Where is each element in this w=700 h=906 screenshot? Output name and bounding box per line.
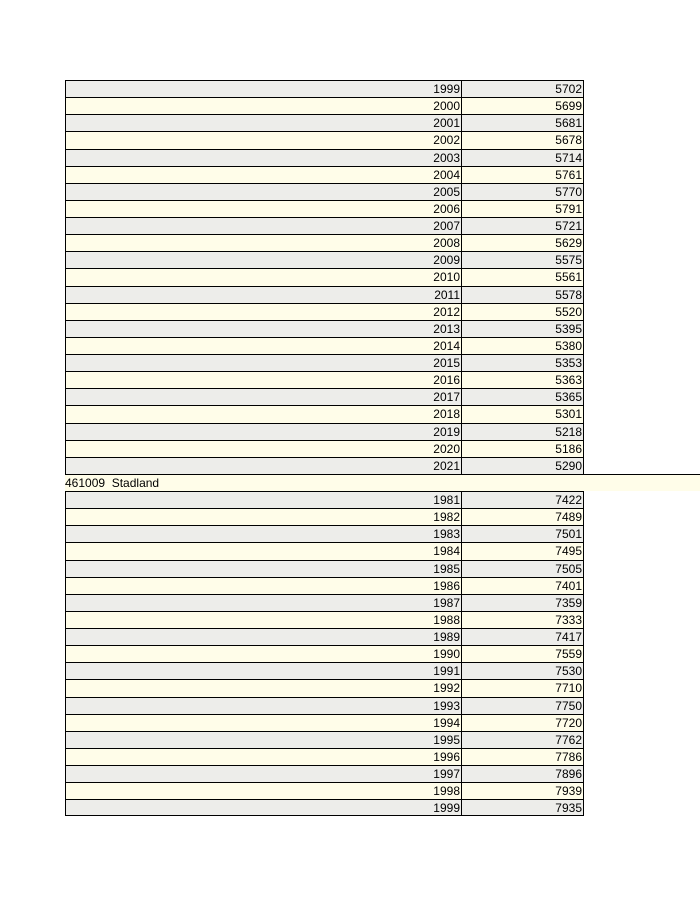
value-cell: 7505 bbox=[462, 560, 584, 577]
year-cell: 2016 bbox=[65, 371, 462, 388]
year-cell: 2007 bbox=[65, 217, 462, 234]
value-cell: 5218 bbox=[462, 423, 584, 440]
value-cell: 7530 bbox=[462, 662, 584, 679]
year-cell: 2001 bbox=[65, 114, 462, 131]
table-row bbox=[0, 542, 700, 559]
year-cell: 1990 bbox=[65, 645, 462, 662]
year-cell: 1997 bbox=[65, 765, 462, 782]
table-row bbox=[0, 594, 700, 611]
table-row bbox=[0, 371, 700, 388]
year-cell: 2005 bbox=[65, 183, 462, 200]
year-cell: 2017 bbox=[65, 388, 462, 405]
year-cell: 2021 bbox=[65, 457, 462, 474]
year-cell: 1999 bbox=[65, 80, 462, 97]
table-row bbox=[0, 131, 700, 148]
year-cell: 2008 bbox=[65, 234, 462, 251]
table-row bbox=[0, 114, 700, 131]
table-row bbox=[0, 525, 700, 542]
section-label: 461009 Stadland bbox=[65, 475, 160, 490]
table-group bbox=[0, 80, 700, 474]
table-row bbox=[0, 423, 700, 440]
year-cell: 1996 bbox=[65, 748, 462, 765]
table-row bbox=[0, 97, 700, 114]
value-cell: 5520 bbox=[462, 303, 584, 320]
value-cell: 5702 bbox=[462, 80, 584, 97]
value-cell: 7422 bbox=[462, 491, 584, 508]
section-header-row bbox=[65, 474, 700, 491]
value-cell: 5353 bbox=[462, 354, 584, 371]
value-cell: 7896 bbox=[462, 765, 584, 782]
year-cell: 2009 bbox=[65, 251, 462, 268]
year-cell: 1998 bbox=[65, 782, 462, 799]
value-cell: 7359 bbox=[462, 594, 584, 611]
year-cell: 2012 bbox=[65, 303, 462, 320]
year-cell: 2015 bbox=[65, 354, 462, 371]
year-cell: 1987 bbox=[65, 594, 462, 611]
table-row bbox=[0, 234, 700, 251]
value-cell: 7489 bbox=[462, 508, 584, 525]
table-row bbox=[0, 183, 700, 200]
table-row bbox=[0, 217, 700, 234]
year-cell: 1981 bbox=[65, 491, 462, 508]
value-cell: 7786 bbox=[462, 748, 584, 765]
value-cell: 5578 bbox=[462, 286, 584, 303]
value-cell: 7559 bbox=[462, 645, 584, 662]
value-cell: 5761 bbox=[462, 166, 584, 183]
value-cell: 5365 bbox=[462, 388, 584, 405]
value-cell: 7710 bbox=[462, 679, 584, 696]
value-cell: 7501 bbox=[462, 525, 584, 542]
table-row bbox=[0, 286, 700, 303]
year-cell: 1983 bbox=[65, 525, 462, 542]
value-cell: 5363 bbox=[462, 371, 584, 388]
year-cell: 1984 bbox=[65, 542, 462, 559]
value-cell: 7495 bbox=[462, 542, 584, 559]
value-cell: 5791 bbox=[462, 200, 584, 217]
table-row bbox=[0, 251, 700, 268]
table-row bbox=[0, 440, 700, 457]
value-cell: 5575 bbox=[462, 251, 584, 268]
value-cell: 5770 bbox=[462, 183, 584, 200]
table-row bbox=[0, 149, 700, 166]
year-cell: 2010 bbox=[65, 268, 462, 285]
table-row bbox=[0, 799, 700, 816]
table-row bbox=[0, 697, 700, 714]
table-row bbox=[0, 628, 700, 645]
value-cell: 5395 bbox=[462, 320, 584, 337]
table-group bbox=[0, 491, 700, 816]
value-cell: 5380 bbox=[462, 337, 584, 354]
value-cell: 5561 bbox=[462, 268, 584, 285]
value-cell: 5678 bbox=[462, 131, 584, 148]
table-row bbox=[0, 405, 700, 422]
year-cell: 1994 bbox=[65, 714, 462, 731]
table-row bbox=[0, 320, 700, 337]
year-cell: 2013 bbox=[65, 320, 462, 337]
value-cell: 7939 bbox=[462, 782, 584, 799]
value-cell: 5629 bbox=[462, 234, 584, 251]
value-cell: 7333 bbox=[462, 611, 584, 628]
year-cell: 2018 bbox=[65, 405, 462, 422]
year-cell: 2003 bbox=[65, 149, 462, 166]
table-row bbox=[0, 457, 700, 474]
year-cell: 1988 bbox=[65, 611, 462, 628]
table-row bbox=[0, 200, 700, 217]
value-cell: 5290 bbox=[462, 457, 584, 474]
table-row bbox=[0, 611, 700, 628]
year-cell: 1995 bbox=[65, 731, 462, 748]
table-row bbox=[0, 560, 700, 577]
value-cell: 5721 bbox=[462, 217, 584, 234]
table-row bbox=[0, 662, 700, 679]
value-cell: 7762 bbox=[462, 731, 584, 748]
value-cell: 5301 bbox=[462, 405, 584, 422]
table-row bbox=[0, 679, 700, 696]
value-cell: 7935 bbox=[462, 799, 584, 816]
table-row bbox=[0, 714, 700, 731]
value-cell: 5186 bbox=[462, 440, 584, 457]
spreadsheet-table bbox=[0, 80, 700, 816]
year-cell: 2002 bbox=[65, 131, 462, 148]
year-cell: 2000 bbox=[65, 97, 462, 114]
year-cell: 2014 bbox=[65, 337, 462, 354]
table-row bbox=[0, 268, 700, 285]
year-cell: 1992 bbox=[65, 679, 462, 696]
year-cell: 2020 bbox=[65, 440, 462, 457]
year-cell: 1991 bbox=[65, 662, 462, 679]
value-cell: 5681 bbox=[462, 114, 584, 131]
year-cell: 1989 bbox=[65, 628, 462, 645]
value-cell: 7750 bbox=[462, 697, 584, 714]
table-row bbox=[0, 731, 700, 748]
table-row bbox=[0, 337, 700, 354]
year-cell: 2011 bbox=[65, 286, 462, 303]
value-cell: 5714 bbox=[462, 149, 584, 166]
year-cell: 1993 bbox=[65, 697, 462, 714]
table-row bbox=[0, 748, 700, 765]
value-cell: 7720 bbox=[462, 714, 584, 731]
value-cell: 7401 bbox=[462, 577, 584, 594]
year-cell: 1986 bbox=[65, 577, 462, 594]
table-row bbox=[0, 388, 700, 405]
year-cell: 1982 bbox=[65, 508, 462, 525]
table-row bbox=[0, 166, 700, 183]
table-row bbox=[0, 303, 700, 320]
year-cell: 2019 bbox=[65, 423, 462, 440]
table-row bbox=[0, 491, 700, 508]
table-row bbox=[0, 354, 700, 371]
year-cell: 1999 bbox=[65, 799, 462, 816]
table-row bbox=[0, 782, 700, 799]
year-cell: 2006 bbox=[65, 200, 462, 217]
value-cell: 7417 bbox=[462, 628, 584, 645]
table-row bbox=[0, 577, 700, 594]
value-cell: 5699 bbox=[462, 97, 584, 114]
year-cell: 1985 bbox=[65, 560, 462, 577]
table-row bbox=[0, 508, 700, 525]
table-row bbox=[0, 645, 700, 662]
table-row bbox=[0, 765, 700, 782]
table-row bbox=[0, 80, 700, 97]
year-cell: 2004 bbox=[65, 166, 462, 183]
